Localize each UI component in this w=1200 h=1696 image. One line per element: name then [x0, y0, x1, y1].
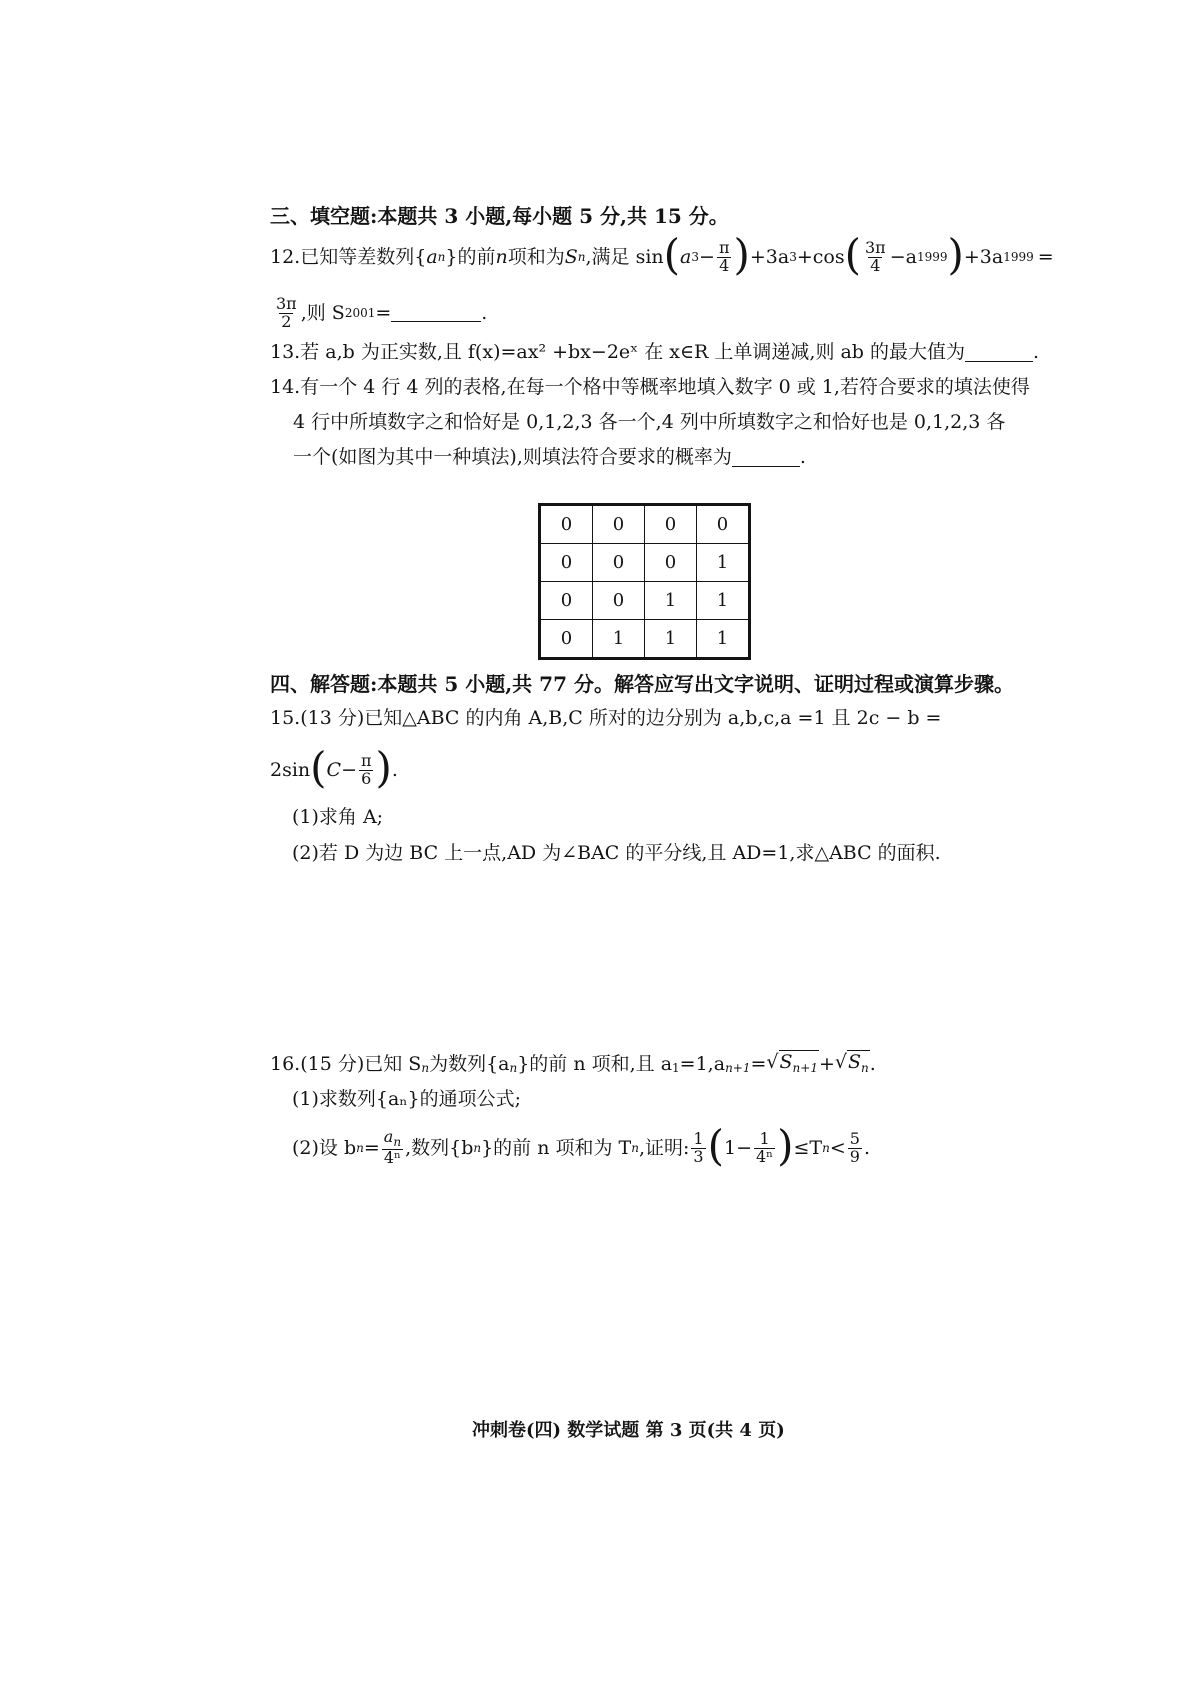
question-14-line-3: 一个(如图为其中一种填法),则填法符合要求的概率为 .: [293, 446, 806, 468]
fraction-1-over-3: $\frac{1}{3}$: [693, 1128, 704, 1166]
q12-answer-blank: [391, 305, 481, 322]
section-4-heading: 四、解答题:本题共 5 小题,共 77 分。解答应写出文字说明、证明过程或演算步骤。: [270, 672, 1014, 696]
grid-cell: 1: [697, 582, 750, 620]
grid-row: [540, 582, 750, 620]
question-15-part-1: (1)求角 A;: [292, 806, 384, 828]
grid-cell: 1: [593, 620, 645, 659]
grid-cell: 1: [645, 582, 697, 620]
fraction-pi-over-4: $\frac{\pi}{4}$: [718, 237, 730, 275]
question-15-line-1: 15.(13 分)已知△ABC 的内角 A,B,C 所对的边分别为 a,b,c,a =1 且 2c − b =: [270, 707, 942, 729]
grid-row: [540, 544, 750, 582]
grid-cell: 0: [645, 505, 697, 544]
question-12-continued: $\frac{3\pi}{2}$ ,则 S 2001 = .: [276, 293, 488, 331]
question-14-line-1: 14.有一个 4 行 4 列的表格,在每一个格中等概率地填入数字 0 或 1,若符合要求的填法使得: [270, 376, 1030, 398]
fraction-1-over-4-n: $\frac{1}{\text{4ⁿ}}$: [756, 1128, 774, 1166]
grid-cell: 0: [593, 582, 645, 620]
grid-cell: 1: [697, 620, 750, 659]
question-13: 13.若 a,b 为正实数,且 f(x)=ax² +bx−2eˣ 在 x∈R 上单调递减,则 ab 的最大值为 .: [270, 341, 1040, 363]
q13-answer-blank: [965, 345, 1033, 362]
example-grid-table: [538, 503, 751, 660]
grid-cell: 0: [593, 505, 645, 544]
grid-cell: 1: [645, 620, 697, 659]
grid-cell: 0: [540, 620, 593, 659]
grid-cell: 0: [697, 505, 750, 544]
grid-cell: 0: [540, 544, 593, 582]
question-12: 12. 已知等差数列{ a n }的前 n 项和为 S n ,满足 sin ( a 3 − $\frac{\pi}{4}$ ) +3a 3 +cos ( $\frac{3\pi}{4}$ −a 1999 ) +3a 1999 =: [270, 230, 1054, 280]
q12-number: 12.: [270, 245, 301, 268]
fraction-a-n-over-4-n: $\frac{a_n}{\text{4ⁿ}}$: [383, 1127, 402, 1167]
grid-cell: 1: [697, 544, 750, 582]
grid-row: [540, 620, 750, 659]
question-15-line-2: 2sin ( C− $\frac{\pi}{6}$ ) .: [270, 743, 398, 793]
page-footer: 冲刺卷(四) 数学试题 第 3 页(共 4 页): [472, 1420, 785, 1441]
fraction-3pi-over-2: $\frac{3\pi}{2}$: [276, 293, 297, 331]
sqrt-s-n-plus-1: $√S_{n+1}$: [766, 1051, 818, 1075]
grid-cell: 0: [645, 544, 697, 582]
question-16-part-1: (1)求数列{aₙ}的通项公式;: [292, 1088, 522, 1110]
q14-answer-blank: [732, 450, 800, 467]
fraction-3pi-over-4: $\frac{3\pi}{4}$: [864, 237, 886, 275]
section-3-heading: 三、填空题:本题共 3 小题,每小题 5 分,共 15 分。: [270, 204, 729, 228]
grid-cell: 0: [593, 544, 645, 582]
question-16-part-2: (2)设 b n = $\frac{a_n}{\text{4ⁿ}}$ ,数列{b n }的前 n 项和为 T n ,证明: $\frac{1}{3}$ ( 1− $\frac{1}{\text{4ⁿ}}$ ) ≤T n < $\frac{5}{9}$ .: [292, 1121, 870, 1171]
question-15-part-2: (2)若 D 为边 BC 上一点,AD 为∠BAC 的平分线,且 AD=1,求△ABC 的面积.: [292, 842, 941, 864]
question-16-line-1: 16.(15 分)已知 S n 为数列{a n }的前 n 项和,且 a 1 =1,a n+1 = $√S_{n+1}$ + $√S_n$ .: [270, 1051, 876, 1075]
grid-cell: 0: [540, 582, 593, 620]
grid-cell: 0: [540, 505, 593, 544]
grid-row: [540, 505, 750, 544]
sqrt-s-n: $√S_n$: [834, 1051, 869, 1075]
question-14-line-2: 4 行中所填数字之和恰好是 0,1,2,3 各一个,4 列中所填数字之和恰好也是 0,1,2,3 各: [293, 411, 1006, 433]
fraction-5-over-9: $\frac{5}{9}$: [849, 1128, 860, 1166]
fraction-pi-over-6: $\frac{\pi}{6}$: [361, 750, 372, 788]
